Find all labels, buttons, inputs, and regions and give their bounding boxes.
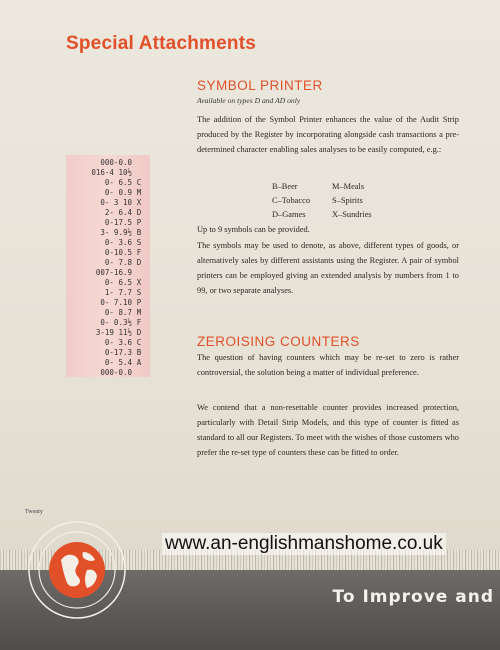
strip-amount: 0- 6.5 xyxy=(104,178,132,187)
strip-symbol: B xyxy=(136,348,142,357)
symbol-printer-detail: The symbols may be used to denote, as above, different types of goods, or alternatively sales by different assistants using the Register. A pair of symbol printers can be employed giving an extended analysis by numbers from 1 to 99, or two separate analyses. xyxy=(197,241,459,295)
strip-symbol xyxy=(132,367,146,379)
footer-slogan: To Improve and xyxy=(332,587,494,607)
page-heading: Special Attachments xyxy=(66,33,256,54)
strip-amount: 0-10.5 xyxy=(104,248,132,257)
strip-symbol: B xyxy=(136,228,142,237)
symbol-code-table xyxy=(272,180,402,222)
page-number: Twenty xyxy=(25,509,43,515)
symbol-printer-title: SYMBOL PRINTER xyxy=(197,78,323,93)
code-item: M–Meals xyxy=(332,182,365,191)
strip-symbol: X xyxy=(136,278,142,287)
zeroising-para-1: The question of having counters which may be re-set to zero is rather controversial, the solution being a matter of individual preference. xyxy=(197,353,459,377)
strip-symbol: A xyxy=(136,358,142,367)
code-item: S–Spirits xyxy=(332,196,363,205)
strip-amount: 000-0.0 xyxy=(100,368,132,377)
strip-amount: 0- 0.3½ xyxy=(100,318,132,327)
strip-amount: 0- 0.9 xyxy=(104,188,132,197)
code-row xyxy=(272,180,402,194)
strip-amount: 0-17.5 xyxy=(104,218,132,227)
strip-amount: 0-17.3 xyxy=(104,348,132,357)
availability-note: Available on types D and AD only xyxy=(197,96,301,105)
strip-amount: 0- 7.10 xyxy=(100,298,132,307)
strip-amount: 016-4 10½ xyxy=(91,168,132,177)
strip-amount: 0- 7.8 xyxy=(104,258,132,267)
code-row xyxy=(272,194,402,208)
watermark-url: www.an-englishmanshome.co.uk xyxy=(162,533,446,555)
code-item: C–Tobacco xyxy=(272,196,311,205)
strip-symbol: C xyxy=(136,338,142,347)
strip-amount: 0- 3.6 xyxy=(104,238,132,247)
strip-symbol: D xyxy=(136,328,142,337)
strip-symbol: M xyxy=(136,308,142,317)
strip-symbol: D xyxy=(136,258,142,267)
strip-symbol: F xyxy=(136,248,142,257)
strip-symbol: X xyxy=(136,198,142,207)
strip-symbol: C xyxy=(136,178,142,187)
strip-symbol: F xyxy=(136,318,142,327)
globe-icon xyxy=(27,520,127,620)
strip-symbol: P xyxy=(136,298,142,307)
strip-amount: 007-16.9 xyxy=(95,268,132,277)
strip-amount: 0- 3 10 xyxy=(100,198,132,207)
zeroising-title: ZEROISING COUNTERS xyxy=(197,334,360,349)
code-item: D–Games xyxy=(272,210,306,219)
strip-amount: 3- 9.9½ xyxy=(100,228,132,237)
zeroising-para-2: We contend that a non-resettable counter provides increased protection, particularly with Detail Strip Models, and this type of counter is fitted as standard to all our Registers. To meet with the wishes of those customers who prefer the re-set type of counters these can be fitted to order. xyxy=(197,403,459,457)
strip-symbol: M xyxy=(136,188,142,197)
strip-symbol: D xyxy=(136,208,142,217)
strip-amount: 0- 8.7 xyxy=(104,308,132,317)
strip-symbol: S xyxy=(136,238,142,247)
strip-symbol: P xyxy=(136,218,142,227)
strip-amount: 0- 5.4 xyxy=(104,358,132,367)
strip-amount: 0- 3.6 xyxy=(104,338,132,347)
code-item: B–Beer xyxy=(272,182,298,191)
strip-line xyxy=(68,367,148,379)
code-row xyxy=(272,208,402,222)
strip-amount: 000-0.0 xyxy=(100,158,132,167)
symbol-count-note: Up to 9 symbols can be provided. xyxy=(197,225,310,234)
strip-amount: 0- 6.5 xyxy=(104,278,132,287)
code-item: X–Sundries xyxy=(332,210,372,219)
audit-strip xyxy=(66,155,150,377)
symbol-printer-intro: The addition of the Symbol Printer enhances the value of the Audit Strip produced by the Register by incorporating alongside cash transactions a pre-determined character enabling sales analyses to be easily computed, e.g.: xyxy=(197,115,459,154)
strip-amount: 1- 7.7 xyxy=(104,288,132,297)
strip-symbol: S xyxy=(136,288,142,297)
strip-amount: 3-19 11½ xyxy=(95,328,132,337)
strip-amount: 2- 6.4 xyxy=(104,208,132,217)
